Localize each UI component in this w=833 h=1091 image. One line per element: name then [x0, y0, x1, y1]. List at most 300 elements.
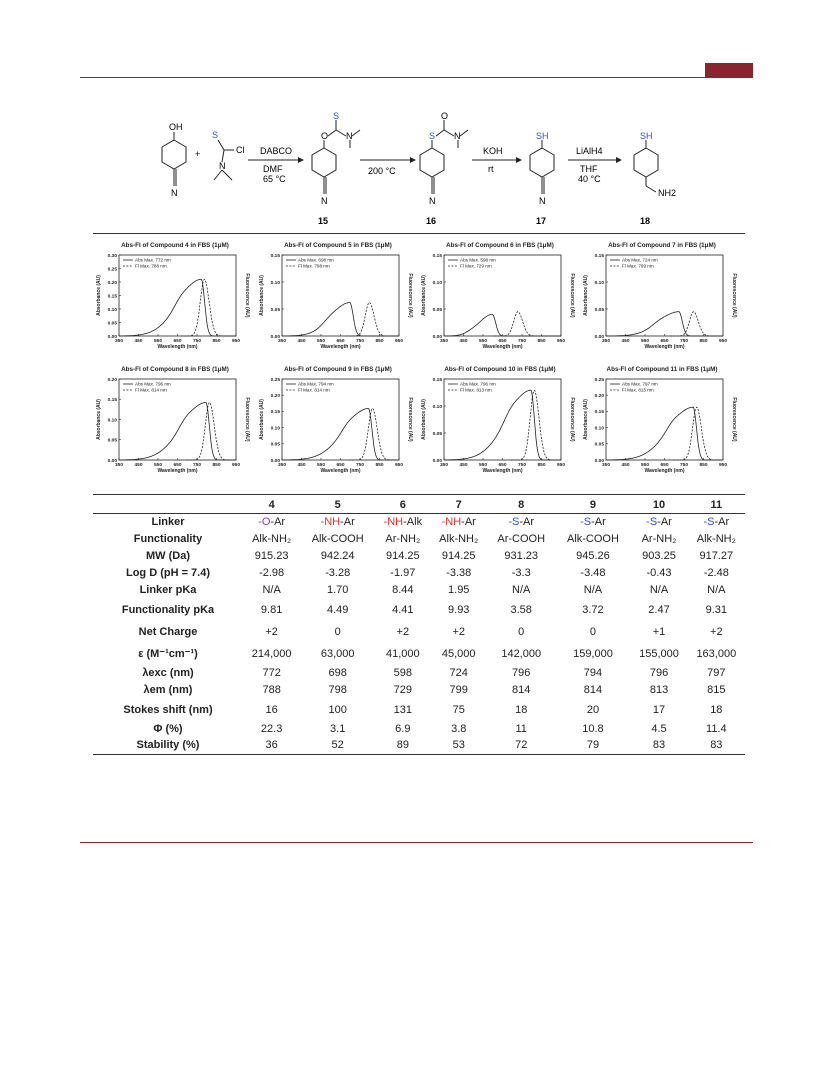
- y-axis-label-right: Fluorescence (AU): [731, 273, 737, 318]
- x-tick-label: 750: [517, 463, 527, 468]
- table-cell: N/A: [262, 584, 281, 596]
- table-cell: Alk-NH₂: [439, 533, 479, 545]
- linker-atom: O: [261, 516, 271, 529]
- footer-rule: [80, 842, 753, 843]
- table-cell: 45,000: [441, 647, 476, 660]
- table-cell: 3.72: [582, 603, 604, 616]
- x-tick-label: 350: [601, 339, 611, 344]
- table-cell: 931.23: [504, 550, 539, 562]
- table-cell: +1: [652, 625, 666, 638]
- table-cell: 63,000: [320, 647, 355, 660]
- table-cell: -3.28: [325, 567, 351, 579]
- x-axis-label: Wavelength (nm): [644, 344, 685, 350]
- table-cell: 214,000: [251, 647, 292, 660]
- x-tick-label: 550: [478, 339, 488, 344]
- y-axis-label-left: Absorbance (AU): [259, 399, 265, 440]
- reagent-s-label: S: [212, 130, 219, 140]
- y-tick-label: 0.20: [107, 377, 117, 383]
- x-tick-label: 650: [660, 463, 669, 468]
- compound-17-label: 17: [536, 216, 547, 226]
- y-tick-label: 0.05: [594, 307, 604, 313]
- compound-18-label: 18: [640, 216, 651, 226]
- y-tick-label: 0.15: [432, 253, 442, 259]
- table-row-linker: [93, 514, 745, 531]
- table-cell: Ar-COOH: [497, 533, 546, 545]
- legend-fl-label: Fl Max. 729 nm: [460, 263, 492, 269]
- x-tick-label: 750: [679, 339, 689, 344]
- x-tick-label: 750: [679, 463, 689, 468]
- y-tick-label: 0.00: [107, 334, 117, 340]
- spectrum-chart: [258, 365, 418, 482]
- y-axis-label-right: Fluorescence (AU): [244, 273, 250, 318]
- linker-suffix: -Alk: [403, 516, 423, 529]
- table-cell: N/A: [512, 584, 531, 596]
- row-label: Linker: [151, 516, 185, 529]
- linker-cell: [688, 514, 745, 531]
- spectrum-panel: [420, 365, 590, 482]
- y-tick-label: 0.10: [432, 404, 442, 410]
- x-tick-label: 950: [556, 339, 566, 344]
- table-cell: 799: [449, 684, 468, 696]
- table-cell: 100: [328, 703, 347, 716]
- y-tick-label: 0.25: [107, 267, 117, 273]
- table-cell: Alk-NH₂: [252, 533, 292, 545]
- step3-cond-2: rt: [488, 164, 494, 174]
- table-cell: 915.23: [254, 550, 289, 562]
- table-cell: 6.9: [395, 723, 411, 735]
- table-cell: 794: [583, 667, 603, 679]
- linker-prefix: -: [580, 516, 584, 529]
- linker-atom: S: [649, 516, 658, 529]
- y-axis-label-right: Fluorescence (AU): [731, 397, 737, 442]
- x-tick-label: 350: [439, 339, 449, 344]
- table-cell: 4.41: [392, 603, 414, 616]
- col-header: 4: [243, 497, 300, 514]
- spectrum-panel: [258, 365, 428, 482]
- y-axis-label-right: Fluorescence (AU): [407, 273, 413, 318]
- row-label: λem (nm): [143, 684, 193, 696]
- spectrum-chart: [582, 241, 742, 358]
- x-tick-label: 750: [355, 463, 365, 468]
- table-row: [93, 621, 745, 643]
- linker-prefix: -: [383, 516, 388, 529]
- y-tick-label: 0.30: [107, 253, 117, 259]
- table-separator: [93, 494, 745, 495]
- spectrum-panel: [95, 365, 265, 482]
- table-cell: 814: [583, 684, 603, 696]
- ring-17: [530, 148, 554, 177]
- fluorescence-curve: [349, 409, 399, 461]
- c15-o-label: O: [321, 131, 329, 141]
- x-tick-label: 850: [212, 339, 221, 344]
- spectrum-panel: [420, 241, 590, 358]
- fluorescence-curve: [673, 407, 722, 460]
- table-cell: 163,000: [696, 647, 737, 660]
- panel-title: Abs-Fl of Compound 5 in FBS (1μM): [284, 242, 392, 249]
- panel-title: Abs-Fl of Compound 10 in FBS (1μM): [444, 366, 556, 373]
- spectrum-chart: [582, 365, 742, 482]
- linker-cell: [300, 514, 375, 531]
- y-tick-label: 0.10: [594, 426, 604, 432]
- x-tick-label: 850: [375, 339, 384, 344]
- y-tick-label: 0.05: [594, 442, 604, 448]
- table-cell: 796: [649, 667, 669, 679]
- row-label: Log D (pH = 7.4): [125, 567, 211, 579]
- reaction-scheme: [150, 110, 710, 230]
- table-cell: 945.26: [576, 550, 610, 562]
- table-cell: N/A: [583, 584, 603, 596]
- x-tick-label: 550: [640, 463, 650, 468]
- y-tick-label: 0.20: [594, 394, 604, 399]
- table-cell: 52: [300, 738, 375, 755]
- table-cell: 1.95: [448, 584, 470, 596]
- c17-sh-label: SH: [536, 131, 549, 141]
- c15-s-label: S: [333, 111, 340, 121]
- table-cell: -0.43: [646, 567, 672, 579]
- table-corner-cell: [93, 497, 243, 514]
- c18-nh2-label: NH2: [658, 188, 677, 198]
- x-tick-label: 650: [660, 339, 669, 344]
- y-axis-label-left: Absorbance (AU): [259, 275, 265, 316]
- y-tick-label: 0.10: [270, 426, 280, 432]
- x-tick-label: 650: [336, 339, 345, 344]
- table-cell: -3.38: [446, 567, 472, 579]
- x-tick-label: 550: [153, 463, 163, 468]
- y-axis-label-right: Fluorescence (AU): [569, 273, 575, 318]
- table-row: [93, 738, 745, 755]
- c16-s-label: S: [429, 131, 436, 141]
- spectrum-panel: [582, 365, 752, 482]
- ring-18: [634, 148, 658, 177]
- table-cell: 18: [710, 703, 723, 716]
- x-tick-label: 450: [297, 339, 306, 344]
- x-tick-label: 750: [192, 463, 202, 468]
- y-tick-label: 0.10: [270, 280, 280, 286]
- x-tick-label: 950: [556, 463, 566, 468]
- linker-atom: NH: [387, 516, 404, 529]
- row-label: Functionality: [133, 533, 203, 545]
- ring-15: [312, 148, 336, 177]
- table-row: [93, 531, 745, 548]
- panel-title: Abs-Fl of Compound 6 in FBS (1μM): [446, 242, 554, 249]
- linker-suffix: -Ar: [591, 516, 606, 529]
- table-row: [93, 721, 745, 738]
- table-cell: 903.25: [642, 550, 676, 562]
- table-cell: Ar-NH₂: [385, 533, 421, 545]
- compound-16-label: 16: [426, 216, 437, 226]
- table-cell: 79: [556, 738, 631, 755]
- linker-cell: [431, 514, 487, 531]
- linker-prefix: -: [320, 516, 325, 529]
- y-tick-label: 0.25: [270, 377, 280, 383]
- y-tick-label: 0.20: [107, 280, 117, 286]
- y-tick-label: 0.25: [594, 377, 604, 383]
- table-cell: N/A: [707, 584, 726, 596]
- absorbance-curve: [606, 407, 723, 460]
- x-axis-label: Wavelength (nm): [320, 344, 361, 350]
- linker-atom: S: [512, 516, 520, 529]
- x-tick-label: 450: [297, 463, 306, 468]
- x-tick-label: 950: [394, 463, 404, 468]
- table-row: [93, 665, 745, 682]
- col-header: 11: [688, 497, 745, 514]
- table-cell: 942.24: [320, 550, 355, 562]
- table-cell: -3.48: [580, 567, 606, 579]
- panel-title: Abs-Fl of Compound 11 in FBS (1μM): [606, 366, 718, 373]
- spectrum-chart: [258, 241, 418, 358]
- panel-title: Abs-Fl of Compound 7 in FBS (1μM): [608, 242, 716, 249]
- y-tick-label: 0.05: [432, 431, 442, 437]
- linker-cell: [487, 514, 556, 531]
- table-cell: Alk-NH₂: [696, 533, 736, 545]
- y-tick-label: 0.00: [270, 334, 280, 340]
- linker-prefix: -: [508, 516, 513, 529]
- linker-atom: NH: [445, 516, 462, 529]
- linker-suffix: -Ar: [657, 516, 672, 529]
- table-cell: 155,000: [639, 647, 679, 660]
- x-tick-label: 550: [640, 339, 650, 344]
- col-header: 5: [300, 497, 375, 514]
- reagent-n-label: N: [219, 161, 226, 171]
- legend-fl-label: Fl Max. 813 nm: [460, 387, 492, 393]
- table-cell: 131: [393, 703, 412, 716]
- table-cell: 159,000: [573, 647, 613, 660]
- fluorescence-curve: [186, 403, 236, 461]
- table-cell: 914.25: [441, 550, 476, 562]
- legend-abs-label: Abs Max. 794 nm: [298, 381, 334, 387]
- y-axis-label-right: Fluorescence (AU): [407, 397, 413, 442]
- x-axis-label: Wavelength (nm): [157, 468, 198, 474]
- y-tick-label: 0.05: [107, 438, 117, 444]
- linker-cell: [243, 514, 300, 531]
- x-tick-label: 950: [231, 339, 241, 344]
- linker-suffix: -Ar: [340, 516, 355, 529]
- x-tick-label: 450: [621, 339, 630, 344]
- x-axis-label: Wavelength (nm): [320, 468, 361, 474]
- x-axis-label: Wavelength (nm): [482, 468, 523, 474]
- y-axis-label-left: Absorbance (AU): [96, 275, 102, 316]
- y-tick-label: 0.05: [270, 442, 280, 448]
- c18-sh-label: SH: [640, 131, 653, 141]
- c15-nitrile-label: N: [321, 196, 328, 206]
- table-cell: 698: [328, 667, 347, 679]
- x-tick-label: 550: [316, 463, 326, 468]
- table-cell: N/A: [649, 584, 669, 596]
- table-cell: 53: [431, 738, 487, 755]
- spectrum-panel: [582, 241, 752, 358]
- ring-start: [162, 140, 186, 169]
- x-tick-label: 350: [439, 463, 449, 468]
- x-tick-label: 450: [621, 463, 630, 468]
- x-tick-label: 950: [718, 463, 728, 468]
- row-label: Φ (%): [153, 723, 183, 735]
- table-cell: 1.70: [326, 584, 349, 596]
- x-tick-label: 350: [277, 339, 287, 344]
- c16-o-label: O: [441, 111, 449, 121]
- y-axis-label-right: Fluorescence (AU): [569, 397, 575, 442]
- y-axis-label-left: Absorbance (AU): [96, 399, 102, 440]
- table-cell: 796: [512, 667, 531, 679]
- x-tick-label: 950: [231, 463, 241, 468]
- row-label: Linker pKa: [139, 584, 197, 596]
- table-cell: 10.8: [582, 723, 604, 735]
- table-cell: 772: [262, 667, 281, 679]
- header-rule: [80, 77, 753, 78]
- y-axis-label-left: Absorbance (AU): [421, 275, 427, 316]
- x-tick-label: 850: [699, 463, 708, 468]
- legend-abs-label: Abs Max. 796 nm: [135, 381, 171, 387]
- table-cell: 788: [262, 684, 281, 696]
- y-tick-label: 0.15: [594, 253, 604, 259]
- x-tick-label: 750: [355, 339, 365, 344]
- y-tick-label: 0.15: [107, 294, 117, 300]
- table-cell: 724: [449, 667, 468, 679]
- c17-nitrile-label: N: [539, 196, 546, 206]
- table-row: [93, 565, 745, 582]
- table-cell: 8.44: [392, 584, 414, 596]
- step3-cond-1: KOH: [483, 146, 503, 156]
- legend-fl-label: Fl Max. 814 nm: [298, 387, 330, 393]
- table-cell: -1.97: [390, 567, 416, 579]
- table-row: [93, 699, 745, 721]
- table-cell: 16: [265, 703, 278, 716]
- table-cell: 3.1: [330, 723, 346, 735]
- x-axis-label: Wavelength (nm): [157, 344, 198, 350]
- linker-suffix: -Ar: [270, 516, 286, 529]
- table-cell: 914.25: [386, 550, 420, 562]
- absorbance-curve: [119, 279, 236, 336]
- linker-cell: [630, 514, 687, 531]
- start-n-label: N: [171, 188, 178, 198]
- linker-suffix: -Ar: [714, 516, 730, 529]
- y-axis-label-left: Absorbance (AU): [583, 275, 589, 316]
- row-label: ε (M⁻¹cm⁻¹): [138, 648, 198, 660]
- table-cell: -2.48: [703, 567, 729, 579]
- table-cell: 89: [375, 738, 430, 755]
- table-cell: 814: [512, 684, 531, 696]
- x-tick-label: 550: [316, 339, 326, 344]
- legend-abs-label: Abs Max. 698 nm: [298, 257, 334, 263]
- table-cell: 729: [393, 684, 412, 696]
- y-tick-label: 0.10: [594, 280, 604, 286]
- spectrum-chart: [420, 365, 580, 482]
- table-cell: 9.81: [260, 603, 283, 616]
- x-tick-label: 750: [192, 339, 202, 344]
- fluorescence-curve: [511, 390, 561, 460]
- x-axis-label: Wavelength (nm): [644, 468, 685, 474]
- x-tick-label: 850: [375, 463, 384, 468]
- panel-title: Abs-Fl of Compound 9 in FBS (1μM): [284, 366, 392, 373]
- absorbance-curve: [444, 387, 561, 460]
- y-tick-label: 0.00: [594, 458, 604, 464]
- linker-cell: [556, 514, 631, 531]
- linker-suffix: -Ar: [461, 516, 476, 529]
- col-header: 10: [630, 497, 687, 514]
- x-tick-label: 750: [517, 339, 527, 344]
- legend-fl-label: Fl Max. 815 nm: [622, 387, 654, 393]
- step4-cond-3: 40 °C: [578, 174, 601, 184]
- table-cell: 36: [243, 738, 300, 755]
- table-cell: 4.5: [651, 723, 667, 735]
- x-tick-label: 450: [459, 339, 468, 344]
- table-cell: 3.58: [510, 603, 532, 616]
- y-tick-label: 0.00: [432, 334, 442, 340]
- x-tick-label: 850: [699, 339, 708, 344]
- x-tick-label: 850: [537, 339, 546, 344]
- panel-title: Abs-Fl of Compound 8 in FBS (1μM): [121, 366, 229, 373]
- row-label: Net Charge: [138, 625, 198, 638]
- table-cell: 18: [515, 703, 528, 716]
- table-cell: 0: [589, 625, 597, 638]
- x-tick-label: 550: [478, 463, 488, 468]
- reagent-cl-label: Cl: [236, 145, 245, 155]
- x-tick-label: 850: [212, 463, 221, 468]
- c16-nitrile-label: N: [429, 196, 436, 206]
- table-cell: 72: [487, 738, 556, 755]
- legend-abs-label: Abs Max. 772 nm: [135, 257, 171, 263]
- x-axis-label: Wavelength (nm): [482, 344, 523, 350]
- properties-table: [93, 497, 745, 755]
- y-tick-label: 0.10: [107, 307, 117, 313]
- absorbance-curve: [606, 312, 723, 336]
- y-tick-label: 0.15: [594, 410, 604, 416]
- absorbance-curve: [444, 314, 561, 336]
- table-cell: 2.47: [648, 603, 670, 616]
- start-oh-label: OH: [169, 122, 183, 132]
- scheme-separator: [93, 233, 745, 234]
- spectrum-panel: [258, 241, 428, 358]
- x-tick-label: 450: [459, 463, 468, 468]
- table-cell: 815: [707, 684, 726, 696]
- table-cell: Alk-COOH: [566, 533, 619, 545]
- table-cell: 75: [452, 703, 465, 716]
- linker-cell: [375, 514, 430, 531]
- table-cell: 20: [586, 703, 600, 716]
- x-tick-label: 850: [537, 463, 546, 468]
- x-tick-label: 350: [277, 463, 287, 468]
- y-tick-label: 0.00: [107, 458, 117, 464]
- y-tick-label: 0.00: [594, 334, 604, 340]
- legend-fl-label: Fl Max. 799 nm: [622, 263, 654, 269]
- row-label: Stokes shift (nm): [123, 703, 213, 716]
- y-axis-label-right: Fluorescence (AU): [244, 397, 250, 442]
- table-row: [93, 582, 745, 599]
- x-tick-label: 650: [498, 339, 507, 344]
- y-tick-label: 0.10: [107, 418, 117, 424]
- x-tick-label: 950: [394, 339, 404, 344]
- linker-prefix: -: [646, 516, 650, 529]
- ring-16: [420, 148, 444, 177]
- table-cell: 917.27: [699, 550, 734, 562]
- table-cell: 798: [328, 684, 347, 696]
- x-tick-label: 650: [336, 463, 345, 468]
- legend-abs-label: Abs Max. 796 nm: [460, 381, 496, 387]
- spectrum-chart: [95, 241, 255, 358]
- y-tick-label: 0.15: [432, 377, 442, 383]
- table-cell: 9.93: [448, 603, 470, 616]
- table-cell: 142,000: [501, 647, 542, 660]
- y-tick-label: 0.05: [432, 307, 442, 313]
- table-cell: 813: [649, 684, 669, 696]
- y-tick-label: 0.15: [270, 410, 280, 416]
- table-cell: 598: [393, 667, 412, 679]
- table-cell: +2: [710, 625, 723, 638]
- header-accent-tab: [705, 63, 753, 77]
- table-cell: 0: [518, 625, 525, 638]
- table-cell: 22.3: [260, 723, 283, 735]
- table-cell: 83: [630, 738, 687, 755]
- spectrum-chart: [420, 241, 580, 358]
